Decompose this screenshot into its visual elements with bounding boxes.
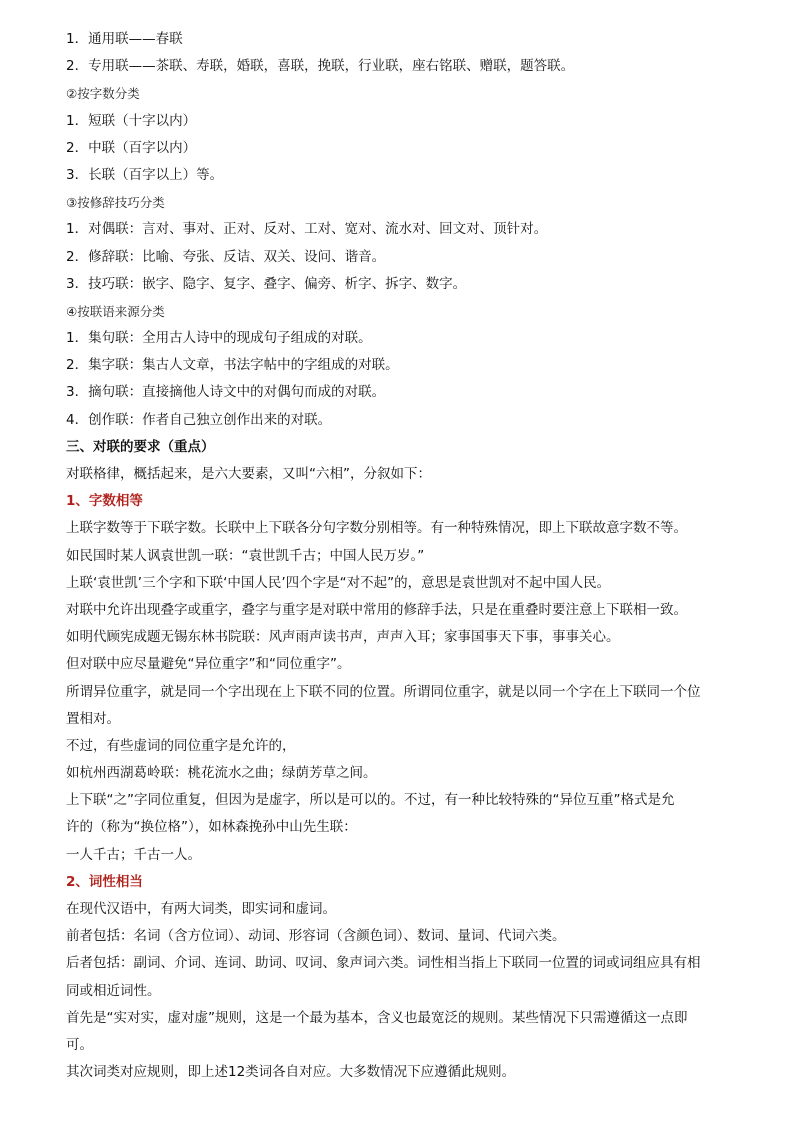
text-line: 上下联“之”字同位重复，但因为是虚字，所以是可以的。不过，有一种比较特殊的“异位互重”格式是允: [66, 792, 675, 809]
text-line: 同或相近词性。: [66, 982, 161, 999]
text-line: 置相对。: [66, 710, 120, 727]
subsection-heading: ④按联语来源分类: [66, 303, 165, 319]
text-line: 对联格律，概括起来，是六大要素，又叫“六相”，分叙如下：: [66, 466, 431, 482]
text-line: 4．创作联：作者自己独立创作出来的对联。: [66, 411, 332, 428]
section-heading: 三、对联的要求（重点）: [66, 438, 215, 455]
topic-heading: 2、词性相当: [66, 873, 143, 890]
text-line: 上联‘袁世凯’三个字和下联‘中国人民’四个字是“对不起”的，意思是袁世凯对不起中国人民。: [66, 574, 611, 591]
subsection-heading: ③按修辞技巧分类: [66, 195, 165, 211]
text-line: 所谓异位重字，就是同一个字出现在上下联不同的位置。所谓同位重字，就是以同一个字在上下联同一个位: [66, 683, 701, 700]
text-line: 2．专用联——茶联、寿联，婚联，喜联，挽联，行业联，座右铭联、赠联，题答联。: [66, 58, 575, 75]
text-line: 不过，有些虚词的同位重字是允许的，: [66, 737, 296, 754]
text-line: 如明代顾宪成题无锡东林书院联：风声雨声读书声，声声入耳；家事国事天下事，事事关心。: [66, 629, 620, 646]
topic-heading: 1、字数相等: [66, 493, 143, 510]
text-line: 3．长联（百字以上）等。: [66, 166, 224, 183]
text-line: 1．对偶联：言对、事对、正对、反对、工对、宽对、流水对、回文对、顶针对。: [66, 221, 548, 238]
text-line: 2．修辞联：比喻、夸张、反诘、双关、设问、谐音。: [66, 248, 386, 265]
text-line: 1．短联（十字以内）: [66, 112, 197, 129]
text-line: 首先是“实对实，虚对虚”规则，这是一个最为基本，含义也最宽泛的规则。某些情况下只需遵循这一点即: [66, 1009, 688, 1026]
text-line: 3．技巧联：嵌字、隐字、复字、叠字、偏旁、析字、拆字、数字。: [66, 275, 467, 292]
text-line: 前者包括：名词（含方位词）、动词、形容词（含颜色词）、数词、量词、代词六类。: [66, 928, 566, 945]
text-line: 可。: [66, 1036, 93, 1053]
text-line: 2．集字联：集古人文章，书法字帖中的字组成的对联。: [66, 357, 399, 374]
text-line: 1．集句联：全用古人诗中的现成句子组成的对联。: [66, 330, 372, 347]
text-line: 上联字数等于下联字数。长联中上下联各分句字数分别相等。有一种特殊情况，即上下联故意字数不等。: [66, 520, 687, 537]
text-line: 如杭州西湖葛岭联：桃花流水之曲；绿荫芳草之间。: [66, 765, 377, 782]
text-line: 后者包括：副词、介词、连词、助词、叹词、象声词六类。词性相当指上下联同一位置的词或词组应具有相: [66, 955, 701, 972]
text-line: 1．通用联——春联: [66, 31, 183, 47]
text-line: 但对联中应尽量避免“异位重字”和“同位重字”。: [66, 656, 351, 673]
text-line: 许的（称为“换位格”），如林森挽孙中山先生联：: [66, 819, 357, 836]
text-line: 一人千古；千古一人。: [66, 846, 201, 863]
text-line: 其次词类对应规则，即上述12类词各自对应。大多数情况下应遵循此规则。: [66, 1064, 516, 1081]
subsection-heading: ②按字数分类: [66, 86, 140, 102]
text-line: 在现代汉语中，有两大词类，即实词和虚词。: [66, 901, 336, 917]
text-line: 对联中允许出现叠字或重字，叠字与重字是对联中常用的修辞手法，只是在重叠时要注意上下联相一致。: [66, 601, 687, 618]
document-body: [66, 26, 731, 1086]
text-line: 3．摘句联：直接摘他人诗文中的对偶句而成的对联。: [66, 384, 386, 401]
text-line: 如民国时某人讽袁世凯一联：“袁世凯千古；中国人民万岁。”: [66, 547, 425, 564]
text-line: 2．中联（百字以内）: [66, 139, 197, 156]
